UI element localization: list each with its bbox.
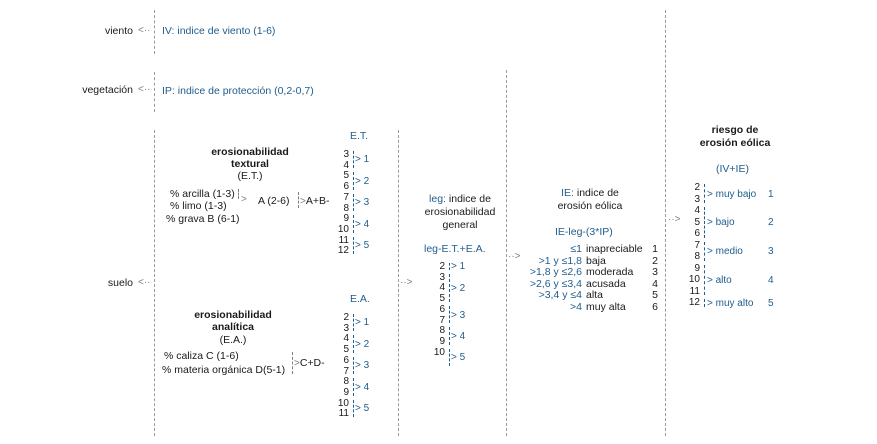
scale-number: 3 <box>439 271 445 283</box>
class-bracket <box>353 400 354 417</box>
ie-value: 3 <box>652 266 658 278</box>
iv-abbr: IV: <box>162 25 175 37</box>
scale-number: 5 <box>343 170 349 182</box>
class-bracket <box>704 242 705 261</box>
row-label-viento: viento <box>104 25 133 37</box>
arrow-vegetacion: <·· <box>138 84 151 95</box>
et-header: E.T. <box>350 130 369 142</box>
analitica-title-1: erosionabilidad <box>194 309 272 321</box>
riesgo-class-value: 4 <box>768 274 774 286</box>
scale-number: 5 <box>343 344 349 356</box>
textural-bracket-2 <box>298 192 299 208</box>
ie-formula: IE-leg-(3*IP) <box>555 226 613 238</box>
class-bracket <box>449 327 450 344</box>
analitica-title-2: analítica <box>211 321 255 333</box>
class-label: > 3 <box>355 197 370 209</box>
scale-number: 12 <box>337 245 349 257</box>
scale-number: 7 <box>343 365 349 377</box>
ip-index <box>162 85 314 97</box>
ip-abbr: IP: <box>162 85 175 97</box>
class-bracket <box>353 194 354 211</box>
scale-number: 8 <box>343 376 349 388</box>
riesgo-class-value: 5 <box>768 297 774 309</box>
class-bracket <box>449 263 450 270</box>
scale-number: 9 <box>343 386 349 398</box>
textural-input-arcilla: % arcilla (1-3) <box>170 188 235 200</box>
class-label: > 5 <box>355 239 370 251</box>
ie-label: inapreciable <box>586 243 643 255</box>
scale-number: 8 <box>343 202 349 214</box>
scale-number: 10 <box>688 274 700 285</box>
riesgo-class-value: 3 <box>768 246 774 257</box>
scale-number: 4 <box>343 333 349 345</box>
riesgo-title-2: erosión eólica <box>699 137 771 149</box>
left-divider-top <box>154 10 155 54</box>
class-bracket <box>353 215 354 232</box>
arrow-to-leg: ··> <box>400 277 413 288</box>
riesgo-class-label: > medio <box>707 246 743 257</box>
scale-number: 8 <box>439 325 445 337</box>
scale-number: 2 <box>439 261 445 272</box>
textural-title-1: erosionabilidad <box>211 146 289 158</box>
class-label: > 4 <box>355 218 370 230</box>
iv-index <box>162 25 275 37</box>
arrow-to-riesgo: ··> <box>668 214 681 225</box>
ie-range: >2,6 y ≤3,4 <box>529 277 582 290</box>
ie-value: 2 <box>652 254 658 267</box>
class-bracket <box>704 207 705 238</box>
riesgo-class-value: 2 <box>768 217 774 229</box>
scale-number: 10 <box>337 223 349 235</box>
analitica-bracket <box>292 352 293 374</box>
textural-input-grava: % grava B (6-1) <box>166 213 240 225</box>
ie-line1-text: indice de <box>576 187 619 199</box>
ieg-line-1 <box>415 193 505 205</box>
row-label-vegetacion: vegetación <box>82 84 133 96</box>
ie-divider <box>665 10 666 436</box>
scale-number: 11 <box>689 285 700 297</box>
scale-number: 5 <box>694 216 700 228</box>
textural-input-limo: % limo (1-3) <box>170 200 227 212</box>
scale-number: 11 <box>338 234 349 246</box>
class-bracket <box>704 299 705 307</box>
ieg-line-2: erosionabilidad <box>424 206 496 218</box>
arrow-suelo: <·· <box>138 277 151 288</box>
ie-range: ≤1 <box>570 243 582 255</box>
scale-number: 3 <box>694 193 700 205</box>
scale-number: 7 <box>694 239 700 251</box>
scale-number: 3 <box>343 149 349 160</box>
analitica-formula-text: C+D- <box>299 357 325 369</box>
class-label: > 1 <box>355 317 370 329</box>
scale-number: 4 <box>439 282 445 294</box>
scale-number: 6 <box>343 181 349 193</box>
ie-line-1 <box>530 187 650 199</box>
class-label: > 4 <box>355 381 370 393</box>
scale-number: 6 <box>343 354 349 366</box>
ip-text: indice de protección (0,2-0,7) <box>177 85 314 97</box>
textural-formula-text: A+B- <box>305 195 330 207</box>
class-label: > 3 <box>451 309 466 321</box>
row-label-suelo: suelo <box>107 277 133 289</box>
scale-number: 3 <box>343 322 349 334</box>
ieg-abbr: leg: <box>429 193 446 205</box>
class-bracket <box>353 335 354 352</box>
class-bracket <box>353 172 354 189</box>
ie-range: >3,4 y ≤4 <box>538 289 582 301</box>
class-bracket <box>449 274 450 302</box>
scale-number: 2 <box>343 312 349 323</box>
class-bracket <box>449 349 450 366</box>
class-label: > 3 <box>355 360 370 372</box>
class-bracket <box>704 265 705 296</box>
class-bracket <box>353 378 354 395</box>
analitica-formula: >C+D- <box>294 357 325 369</box>
class-label: > 2 <box>355 338 370 350</box>
textural-formula: >A+B- <box>300 195 330 207</box>
ie-label: moderada <box>586 266 634 278</box>
scale-number: 6 <box>439 303 445 315</box>
textural-abbr: (E.T.) <box>237 170 263 182</box>
class-label: > 5 <box>355 402 370 414</box>
riesgo-class-label: > muy alto <box>707 297 754 309</box>
ie-label: muy alta <box>586 300 626 313</box>
scale-number: 7 <box>343 191 349 203</box>
ie-range: >1,8 y ≤2,6 <box>529 266 582 278</box>
scale-number: 12 <box>688 297 700 308</box>
ieg-formula: leg-E.T.+E.A. <box>424 243 486 255</box>
textural-sum: A (2-6) <box>258 195 290 207</box>
ie-line-2: erosión eólica <box>557 200 623 212</box>
scale-number: 5 <box>439 293 445 305</box>
analitica-input-caliza: % caliza C (1-6) <box>164 350 239 362</box>
ie-label: baja <box>586 254 606 267</box>
scale-number: 7 <box>439 314 445 326</box>
class-label: > 1 <box>451 261 466 273</box>
riesgo-formula: (IV+IE) <box>716 163 749 175</box>
analitica-abbr: (E.A.) <box>219 334 247 346</box>
class-label: > 2 <box>355 175 370 187</box>
riesgo-class-value: 1 <box>768 188 774 200</box>
scale-number: 4 <box>343 159 349 171</box>
riesgo-class-label: > muy bajo <box>707 188 757 200</box>
scale-number: 10 <box>433 346 445 358</box>
ie-abbr: IE: <box>561 187 574 199</box>
ea-header: E.A. <box>350 293 370 305</box>
left-divider-mid <box>154 72 155 112</box>
class-bracket <box>353 237 354 254</box>
arrow-to-ie: ··> <box>508 251 521 262</box>
ie-value: 6 <box>652 300 658 313</box>
scale-number: 10 <box>337 397 349 409</box>
riesgo-title-1: riesgo de <box>711 124 759 136</box>
ie-label: alta <box>586 289 603 301</box>
ieg-line1-text: indice de <box>448 193 491 205</box>
textural-bracket <box>238 189 239 199</box>
textural-arrow-1: > <box>241 194 247 205</box>
arrow-viento: <·· <box>138 25 151 36</box>
class-label: > 2 <box>451 282 466 294</box>
ie-label: acusada <box>586 277 626 290</box>
class-label: > 5 <box>451 352 466 364</box>
class-bracket <box>704 184 705 203</box>
scale-number: 2 <box>694 182 700 193</box>
scale-number: 9 <box>694 262 700 274</box>
scale-number: 8 <box>694 251 700 262</box>
iv-text: indice de viento (1-6) <box>177 25 276 37</box>
ie-value: 1 <box>652 243 658 255</box>
class-bracket <box>353 151 354 168</box>
class-bracket <box>353 357 354 374</box>
analitica-input-materia: % materia orgánica D(5-1) <box>162 364 286 376</box>
riesgo-class-label: > bajo <box>707 217 735 229</box>
ie-value: 4 <box>652 277 658 290</box>
class-label: > 1 <box>355 154 370 166</box>
scale-number: 4 <box>694 205 700 216</box>
scale-number: 9 <box>343 213 349 225</box>
et-divider <box>398 130 399 436</box>
scale-number: 9 <box>439 335 445 347</box>
ie-range: >1 y ≤1,8 <box>538 254 582 267</box>
scale-number: 11 <box>338 408 349 420</box>
ie-range: >4 <box>570 300 582 313</box>
left-divider-bottom <box>154 130 155 436</box>
textural-title-2: textural <box>231 158 269 170</box>
scale-number: 6 <box>694 228 700 239</box>
ieg-line-3: general <box>442 219 478 231</box>
ie-value: 5 <box>652 289 658 301</box>
riesgo-class-label: > alto <box>707 274 732 286</box>
class-bracket <box>449 306 450 323</box>
class-bracket <box>353 314 354 331</box>
class-label: > 4 <box>451 330 466 342</box>
